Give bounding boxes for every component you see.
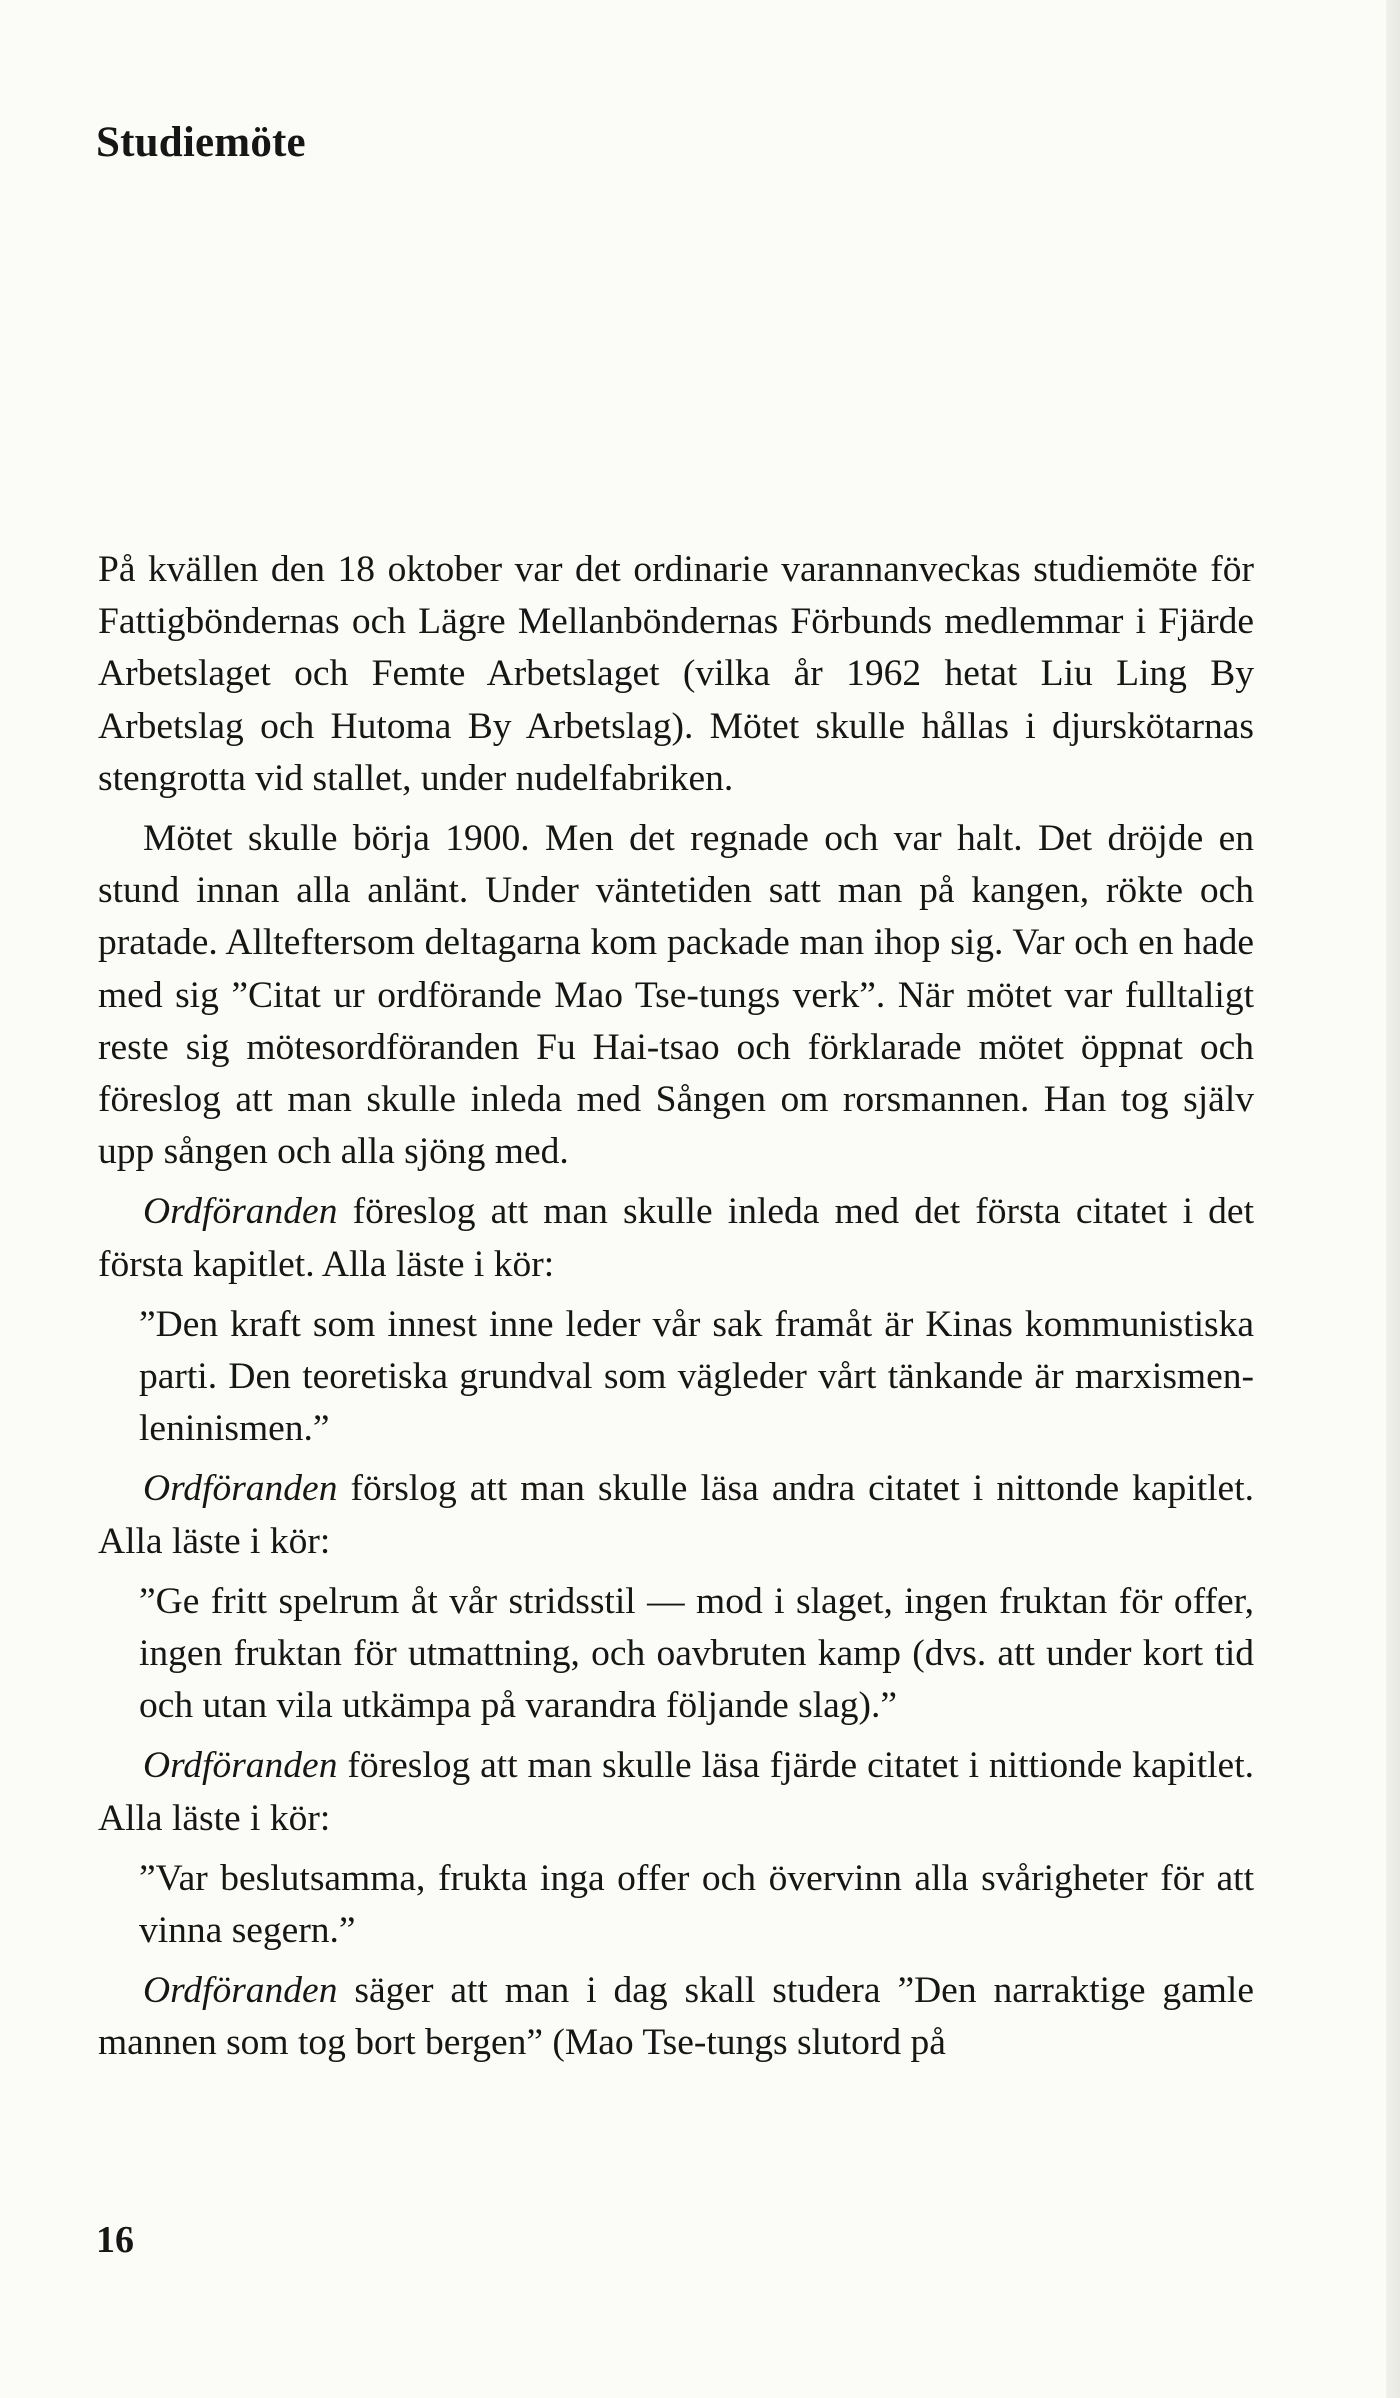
paragraph-text: säger att man i dag skall studera ”Den narraktige gamle mannen som tog bort bergen” (Mao Tse-tungs slutord på xyxy=(98,1970,1254,2064)
speaker-label: Ordföranden xyxy=(143,1468,338,1510)
body-text xyxy=(98,544,1254,2070)
paragraph-third-citation xyxy=(98,1740,1254,1844)
page-edge xyxy=(1386,0,1400,2398)
quote-third: ”Var beslutsamma, frukta inga offer och övervinn alla svårigheter för att vinna segern.” xyxy=(139,1857,1254,1952)
speaker-label: Ordföranden xyxy=(143,1191,338,1233)
paragraph-meeting-start: Mötet skulle börja 1900. Men det regnade och var halt. Det dröjde en stund innan alla anlänt. Under väntetiden satt man på kangen, rökte och pratade. Allteftersom deltagarna kom packade man ihop sig. Var och en hade med sig ”Citat ur ordförande Mao Tse-tungs verk”. När mötet var fulltaligt reste sig mötesordföranden Fu Hai-tsao och förklarade mötet öppnat och föreslog att man skulle inleda med Sången om rorsmannen. Han tog själv upp sången och alla sjöng med. xyxy=(98,818,1254,1173)
paragraph-second-citation xyxy=(98,1463,1254,1567)
paragraph-study-topic xyxy=(98,1965,1254,2069)
paragraph-text: föreslog att man skulle inleda med det första citatet i det första kapitlet. Alla läste i kör: xyxy=(98,1191,1254,1285)
quote-second: ”Ge fritt spelrum åt vår stridsstil — mod i slaget, ingen fruktan för offer, ingen fruktan för utmattning, och oavbruten kamp (dvs. att under kort tid och utan vila utkämpa på varandra följande slag).” xyxy=(139,1580,1254,1727)
paragraph-first-citation xyxy=(98,1186,1254,1290)
quote-first: ”Den kraft som innest inne leder vår sak framåt är Kinas kommunistiska parti. Den teoretiska grundval som vägleder vårt tänkande är marxismen-leninismen.” xyxy=(139,1303,1254,1450)
chapter-title: Studiemöte xyxy=(96,119,306,166)
paragraph-text: förslog att man skulle läsa andra citatet i nittonde kapitlet. Alla läste i kör: xyxy=(98,1468,1254,1562)
paragraph-text: föreslog att man skulle läsa fjärde citatet i nittionde kapitlet. Alla läste i kör: xyxy=(98,1745,1254,1839)
page-number: 16 xyxy=(96,2219,134,2261)
speaker-label: Ordföranden xyxy=(143,1745,338,1787)
speaker-label: Ordföranden xyxy=(143,1970,338,2012)
paragraph-intro: På kvällen den 18 oktober var det ordinarie varannanveckas studiemöte för Fattigböndernas och Lägre Mellanböndernas Förbunds medlemmar i Fjärde Arbetslaget och Femte Arbetslaget (vilka år 1962 hetat Liu Ling By Arbetslag och Hutoma By Arbetslag). Mötet skulle hållas i djurskötarnas stengrotta vid stallet, under nudelfabriken. xyxy=(98,549,1254,799)
